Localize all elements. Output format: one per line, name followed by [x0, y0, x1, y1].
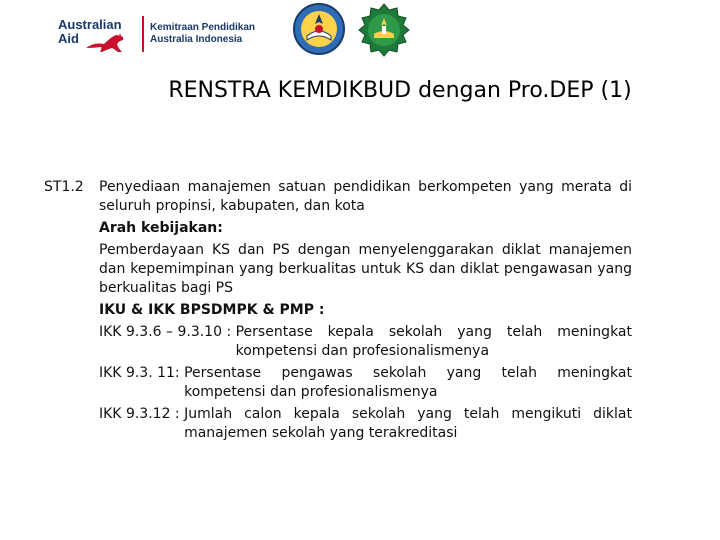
arah-heading: Arah kebijakan:	[99, 220, 223, 236]
ikk-label: IKK 9.3.12 :	[99, 406, 185, 422]
ikk-text: Persentase pengawas sekolah yang telah meningkat kompetensi dan profesionalismenya	[184, 365, 632, 400]
arah-text: Pemberdayaan KS dan PS dengan menyelenggarakan diklat manajemen dan kepemimpinan yang berkualitas untuk KS dan diklat pengawasan yang berkualitas bagi PS	[99, 242, 632, 296]
partner-name	[150, 22, 255, 46]
ikk-text: Jumlah calon kepala sekolah yang telah mengikuti diklat manajemen sekolah yang terakreditasi	[184, 406, 632, 441]
ikk-label: IKK 9.3. 11:	[99, 365, 185, 381]
ikk-text: Persentase kepala sekolah yang telah meningkat kompetensi dan profesionalismenya	[235, 324, 632, 359]
ikk-item	[99, 364, 632, 402]
slide-content	[44, 178, 632, 443]
strategic-target	[44, 178, 632, 216]
australian-aid-logo	[58, 18, 138, 54]
iku-heading: IKU & IKK BPSDMPK & PMP :	[99, 302, 325, 318]
ikk-item	[99, 323, 632, 361]
logo-divider	[142, 16, 144, 52]
ikk-label: IKK 9.3.6 – 9.3.10 :	[99, 324, 236, 340]
slide-title: RENSTRA KEMDIKBUD dengan Pro.DEP (1)	[168, 78, 632, 103]
partner-line-1: Kemitraan Pendidikan	[150, 22, 256, 33]
logo-line-2: Aid	[58, 31, 79, 46]
ikk-item	[99, 405, 632, 443]
header	[0, 0, 720, 80]
kemenag-emblem	[356, 2, 412, 58]
kemdikbud-emblem	[292, 2, 346, 56]
partner-line-2: Australia Indonesia	[150, 34, 243, 45]
st-code: ST1.2	[44, 179, 84, 195]
logo-line-1: Australian	[58, 17, 122, 32]
st-text: Penyediaan manajemen satuan pendidikan berkompeten yang merata di seluruh propinsi, kabupaten, dan kota	[99, 179, 632, 214]
kangaroo-icon	[84, 30, 128, 54]
